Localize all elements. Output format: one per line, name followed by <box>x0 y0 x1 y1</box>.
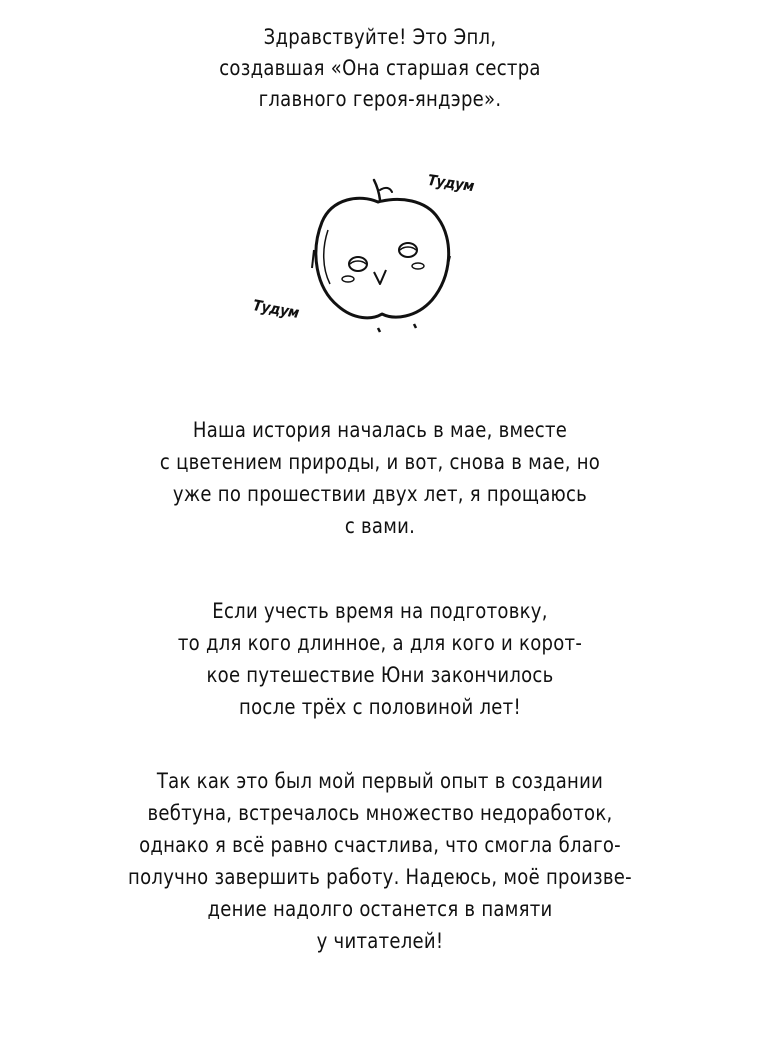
paragraph-line: уже по прошествии двух лет, я прощаюсь <box>172 482 588 506</box>
paragraph-line: получно завершить работу. Надеюсь, моё произве- <box>128 865 632 889</box>
paragraph-line: Если учесть время на подготовку, <box>212 599 548 623</box>
sound-effect-top: Тудум <box>426 170 476 196</box>
paragraph-line: то для кого длинное, а для кого и корот- <box>177 631 583 655</box>
paragraph-line: вебтуна, встречалось множество недоработок, <box>147 801 613 825</box>
apple-mascot-icon <box>240 160 520 360</box>
paragraph-line: с цветением природы, и вот, снова в мае, но <box>159 450 601 474</box>
sound-effect-bottom: Тудум <box>251 296 301 322</box>
paragraph-line: кое путешествие Юни закончилось <box>206 663 554 687</box>
greeting-text <box>53 22 707 115</box>
paragraph-line: Наша история началась в мае, вместе <box>192 418 568 442</box>
greeting-line: главного героя-яндэре». <box>258 87 502 111</box>
greeting-line: создавшая «Она старшая сестра <box>219 56 541 80</box>
paragraph-thanks <box>53 765 707 957</box>
paragraph-line: у читателей! <box>316 929 444 953</box>
paragraph-line: Так как это был мой первый опыт в создании <box>156 769 604 793</box>
greeting-line: Здравствуйте! Это Эпл, <box>263 25 497 49</box>
paragraph-line: после трёх с половиной лет! <box>239 695 521 719</box>
apple-mascot-illustration <box>240 160 520 360</box>
paragraph-line: с вами. <box>344 514 416 538</box>
paragraph-journey <box>53 595 707 723</box>
paragraph-story-start <box>53 414 707 542</box>
paragraph-line: дение надолго останется в памяти <box>207 897 553 921</box>
paragraph-line: однако я всё равно счастлива, что смогла благо- <box>139 833 621 857</box>
